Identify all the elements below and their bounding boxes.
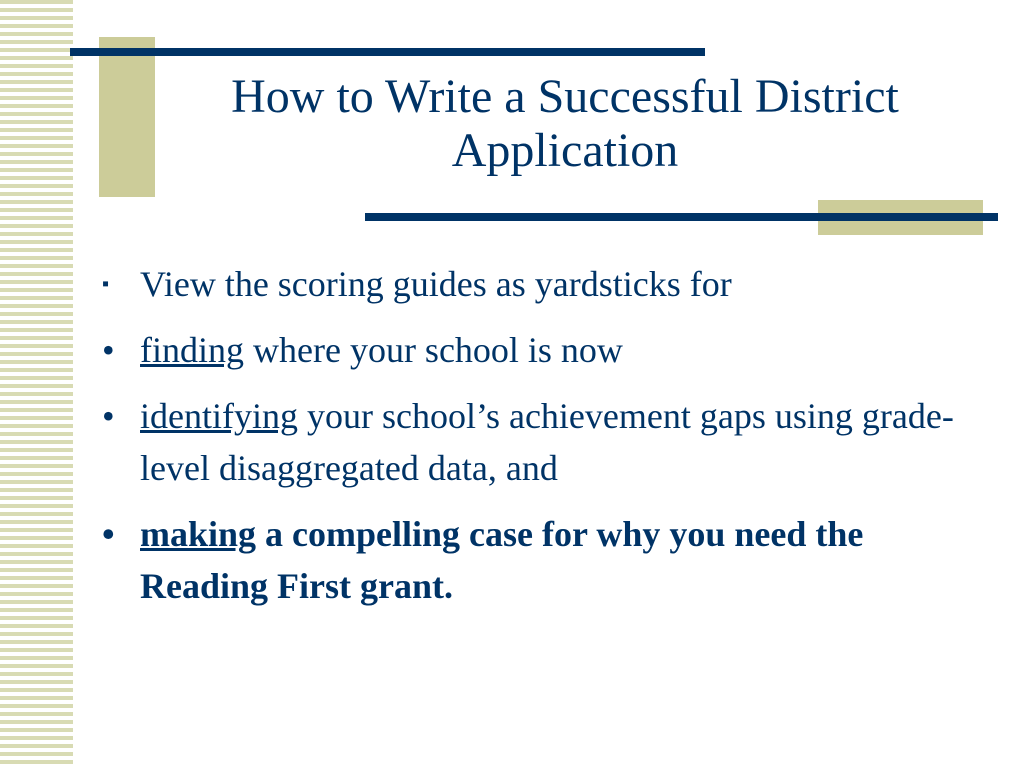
bullet-item-3 [96,390,996,494]
title-rule-bottom [365,213,998,221]
bullet-text: a compelling case for why you need the Reading First grant. [140,514,864,606]
bullet-item-4 [96,508,996,612]
accent-block-left [99,37,155,197]
slide-title-line-1: How to Write a Successful District [231,70,899,123]
bullet-text: where your school is now [244,330,623,370]
round-bullet-icon: • [102,396,115,436]
bullet-text: your school’s achievement gaps using grade-level disaggregated data, and [140,396,954,488]
square-bullet-icon: ▪ [102,273,110,295]
bullet-text: View the scoring guides as yardsticks for [140,264,732,304]
bullet-item-1 [96,258,996,310]
slide-title-line-2: Application [451,124,679,177]
title-rule-top [70,48,705,56]
bullet-emphasis: identifying [140,396,298,436]
bullet-item-2 [96,324,996,376]
decorative-stripe-band [0,0,73,768]
bullet-emphasis: finding [140,330,244,370]
slide-title [160,70,970,178]
round-bullet-icon: • [102,514,115,554]
bullet-emphasis: making [140,514,257,554]
round-bullet-icon: • [102,330,115,370]
bullet-list [96,258,996,626]
